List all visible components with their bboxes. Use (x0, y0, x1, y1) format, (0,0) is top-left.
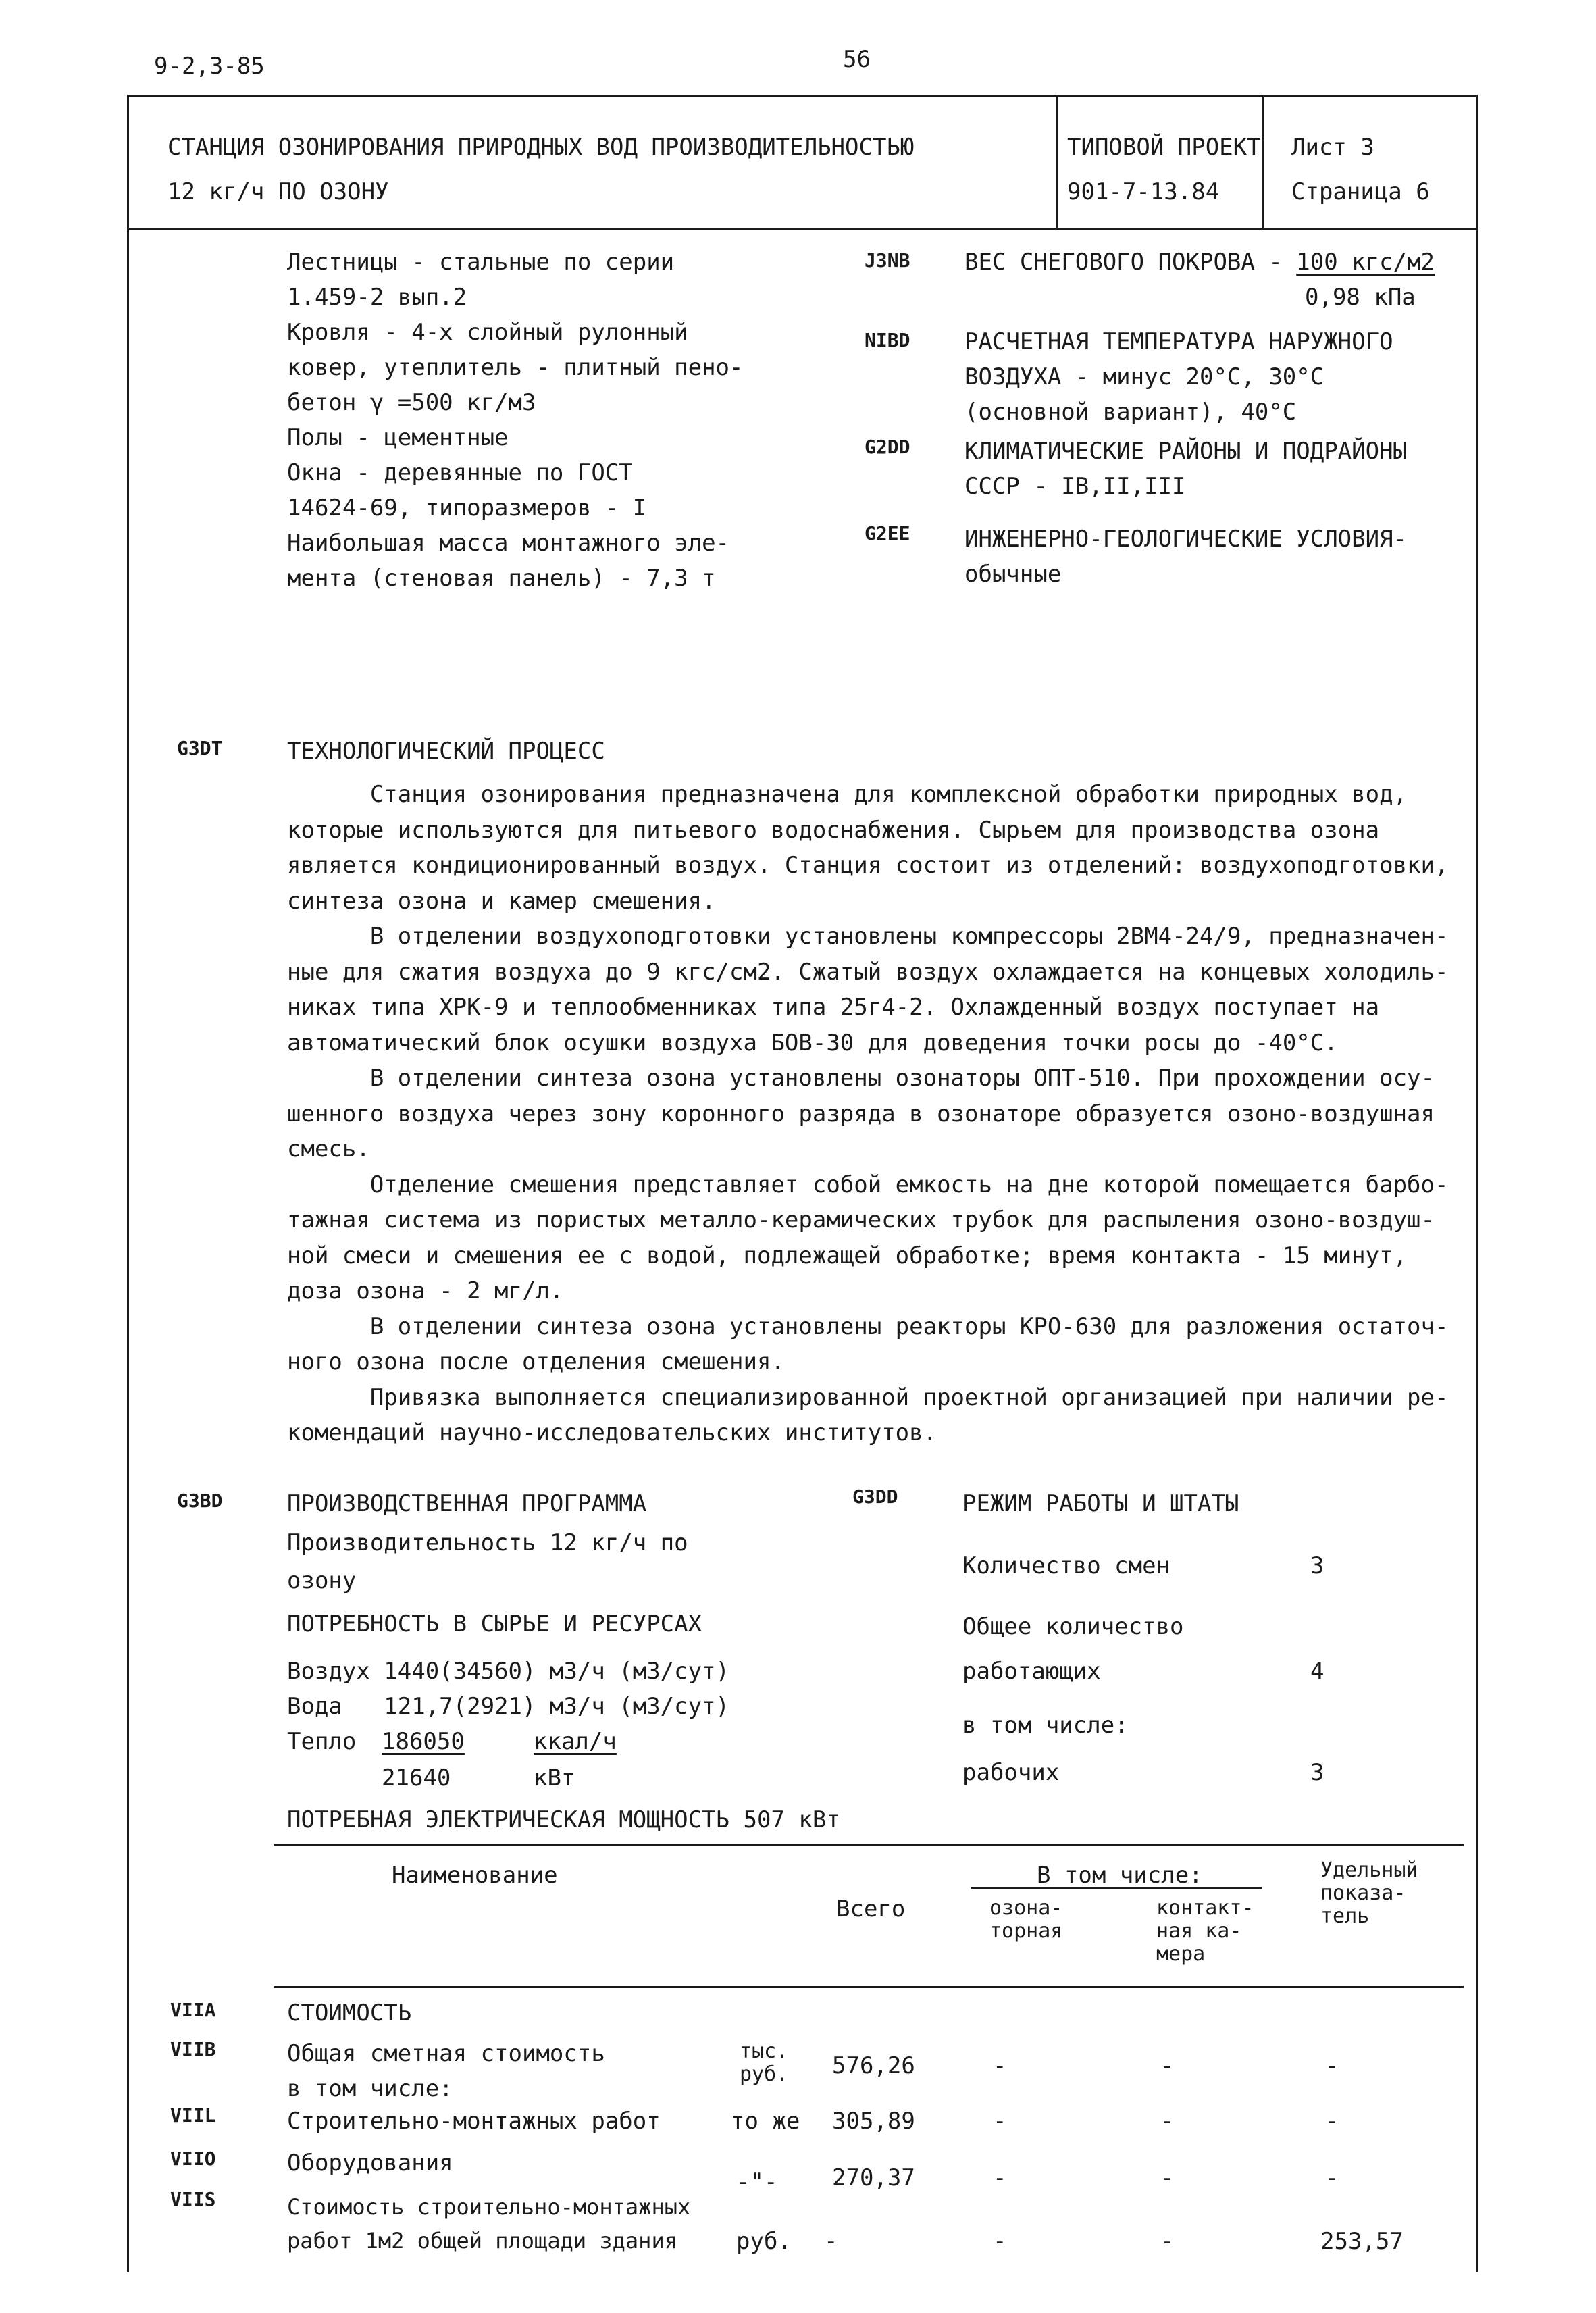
row-code-viia: VIIA (170, 1999, 216, 2021)
doc-code: 9-2,3-85 (154, 53, 265, 80)
heat-unit-kcal: ккал/ч (534, 1728, 617, 1755)
row-unit-total-cost: тыс. руб. (740, 2039, 789, 2086)
snow-load: ВЕС СНЕГОВОГО ПОКРОВА - 100 кгс/м2 (964, 249, 1435, 276)
staff-label-including: в том числе: (962, 1712, 1129, 1739)
power-requirement: ПОТРЕБНАЯ ЭЛЕКТРИЧЕСКАЯ МОЩНОСТЬ 507 кВт (287, 1806, 840, 1833)
project-number: 901-7-13.84 (1067, 178, 1220, 205)
row-total-equipment: 270,37 (832, 2164, 915, 2191)
col-including-header: В том числе: (1037, 1862, 1203, 1889)
row-total-construction: 305,89 (832, 2108, 915, 2135)
heat-unit-kw: кВт (534, 1764, 575, 1791)
row-total-total-cost: 576,26 (832, 2052, 915, 2079)
productivity-line-2: озону (287, 1567, 357, 1594)
heat-value-kw: 21640 (382, 1764, 451, 1791)
code-snow: J3NB (865, 249, 910, 272)
sheet-label: Лист 3 (1291, 134, 1374, 161)
code-staff: G3DD (852, 1485, 898, 1508)
row-code-viib: VIIB (170, 2038, 216, 2060)
row-name-including: в том числе: (287, 2075, 453, 2102)
row-contact-equipment: - (1160, 2164, 1175, 2191)
row-contact-total-cost: - (1160, 2052, 1175, 2079)
col-contact-header: контакт- ная ка- мера (1156, 1896, 1254, 1966)
row-name-construction: Строительно-монтажных работ (287, 2108, 661, 2135)
row-ozon-cost-per-m2: - (993, 2228, 1007, 2255)
staff-value-workers: 4 (1310, 1658, 1324, 1685)
staff-label-total: Общее количество (962, 1613, 1184, 1640)
geo-conditions: ИНЖЕНЕРНО-ГЕОЛОГИЧЕСКИЕ УСЛОВИЯ- обычные (964, 526, 1408, 588)
frame-left (127, 228, 129, 2272)
code-process: G3DT (177, 737, 223, 759)
page-number: 56 (843, 46, 871, 73)
title-line-2: 12 кг/ч ПО ОЗОНУ (168, 178, 389, 205)
staff-label-shifts: Количество смен (962, 1552, 1170, 1579)
process-heading: ТЕХНОЛОГИЧЕСКИЙ ПРОЦЕСС (287, 738, 605, 765)
staff-value-shifts: 3 (1310, 1552, 1324, 1579)
row-name-cost: СТОИМОСТЬ (287, 2000, 412, 2027)
row-contact-cost-per-m2: - (1160, 2228, 1175, 2255)
staff-value-laborers: 3 (1310, 1759, 1324, 1786)
row-total-cost-per-m2: - (824, 2228, 838, 2255)
heat-label: Тепло (287, 1728, 357, 1755)
snow-load-kpa: 0,98 кПа (1305, 284, 1416, 311)
table-top-rule (274, 1844, 1464, 1846)
staff-label-workers: работающих (962, 1658, 1101, 1685)
water-need: Вода 121,7(2921) м3/ч (м3/сут) (287, 1693, 730, 1720)
col-ozon-header: озона- торная (989, 1896, 1063, 1943)
row-code-viio: VIIO (170, 2147, 216, 2170)
design-temperature: РАСЧЕТНАЯ ТЕМПЕРАТУРА НАРУЖНОГО ВОЗДУХА - минус 20°С, 30°С (основной вариант), 40°С (964, 328, 1393, 426)
row-code-viil: VIIL (170, 2104, 216, 2127)
productivity-line-1: Производительность 12 кг/ч по (287, 1529, 688, 1556)
project-label: ТИПОВОЙ ПРОЕКТ (1067, 134, 1261, 161)
needs-heading: ПОТРЕБНОСТЬ В СЫРЬЕ И РЕСУРСАХ (287, 1610, 702, 1637)
row-code-viis: VIIS (170, 2188, 216, 2210)
frame-right (1476, 228, 1478, 2272)
code-program: G3BD (177, 1490, 223, 1512)
row-unit-equipment: -"- (736, 2168, 778, 2195)
row-spec-construction: - (1325, 2108, 1339, 2135)
row-unit-construction: то же (731, 2108, 800, 2135)
row-contact-construction: - (1160, 2108, 1175, 2135)
heat-value-kcal: 186050 (382, 1728, 465, 1755)
code-geo: G2EE (865, 522, 910, 544)
staff-heading: РЕЖИМ РАБОТЫ И ШТАТЫ (962, 1490, 1239, 1517)
col-total-header: Всего (836, 1896, 906, 1923)
page-label: Страница 6 (1291, 178, 1430, 205)
row-ozon-construction: - (993, 2108, 1007, 2135)
staff-label-laborers: рабочих (962, 1759, 1060, 1786)
row-spec-total-cost: - (1325, 2052, 1339, 2079)
col-name-header: Наименование (392, 1862, 558, 1889)
code-temp: NIBD (865, 329, 910, 351)
row-ozon-total-cost: - (993, 2052, 1007, 2079)
row-name-equipment: Оборудования (287, 2150, 453, 2177)
table-header-rule (274, 1986, 1464, 1988)
construction-specs: Лестницы - стальные по серии 1.459-2 вып.2 Кровля - 4-х слойный рулонный ковер, утеплитель - плитный пено- бетон γ =500 кг/м3 Полы - цементные Окна - деревянные по ГОСТ 14624-69, типоразмеров - I Наибольшая масса монтажного эле- мента (стеновая панель) - 7,3 т (287, 249, 744, 592)
title-line-1: СТАНЦИЯ ОЗОНИРОВАНИЯ ПРИРОДНЫХ ВОД ПРОИЗВОДИТЕЛЬНОСТЬЮ (168, 134, 915, 161)
air-need: Воздух 1440(34560) м3/ч (м3/сут) (287, 1658, 730, 1685)
program-heading: ПРОИЗВОДСТВЕННАЯ ПРОГРАММА (287, 1490, 647, 1517)
row-unit-cost-per-m2: руб. (736, 2228, 792, 2255)
process-text: Станция озонирования предназначена для комплексной обработки природных вод, которые используются для питьевого водоснабжения. Сырьем для производства озона является кондиционированный воздух. Станция состоит из отделений: воздухоподготовки, синтеза озона и камер смешения. В отделении воздухоподготовки установлены компрессоры 2ВМ4-24/9, предназначен- ные для сжатия воздуха до 9 кгс/см2. Сжатый воздух охлаждается на концевых холодиль- никах типа ХРК-9 и теплообменниках типа 25г4-2. Охлажденный воздух поступает на автоматический блок осушки воздуха БОВ-30 для доведения точки росы до -40°С. В отделении синтеза озона установлены озонаторы ОПТ-510. При прохождении осу- шенного воздуха через зону коронного разряда в озонаторе образуется озоно-воздушная смесь. Отделение смешения представляет собой емкость на дне которой помещается барбо- тажная система из пористых металло-керамических трубок для распыления озоно-воздуш- ной смеси и смешения ее с водой, подлежащей обработке; время контакта - 15 минут, доза озона - 2 мг/л. В отделении синтеза озона установлены реакторы КРО-630 для разложения остаточ- ного озона после отделения смешения. Привязка выполняется специализированной проектной организацией при наличии ре- комендаций научно-исследовательских институтов. (287, 781, 1449, 1446)
climate-regions: КЛИМАТИЧЕСКИЕ РАЙОНЫ И ПОДРАЙОНЫ СССР - IВ,II,III (964, 438, 1408, 500)
col-specific-header: Удельный показа- тель (1320, 1858, 1418, 1928)
row-name-cost-per-m2: Стоимость строительно-монтажных работ 1м2 общей площади здания (287, 2194, 691, 2254)
row-spec-cost-per-m2: 253,57 (1320, 2228, 1404, 2255)
row-name-total-cost: Общая сметная стоимость (287, 2040, 605, 2067)
row-ozon-equipment: - (993, 2164, 1007, 2191)
code-climate: G2DD (865, 436, 910, 458)
row-spec-equipment: - (1325, 2164, 1339, 2191)
